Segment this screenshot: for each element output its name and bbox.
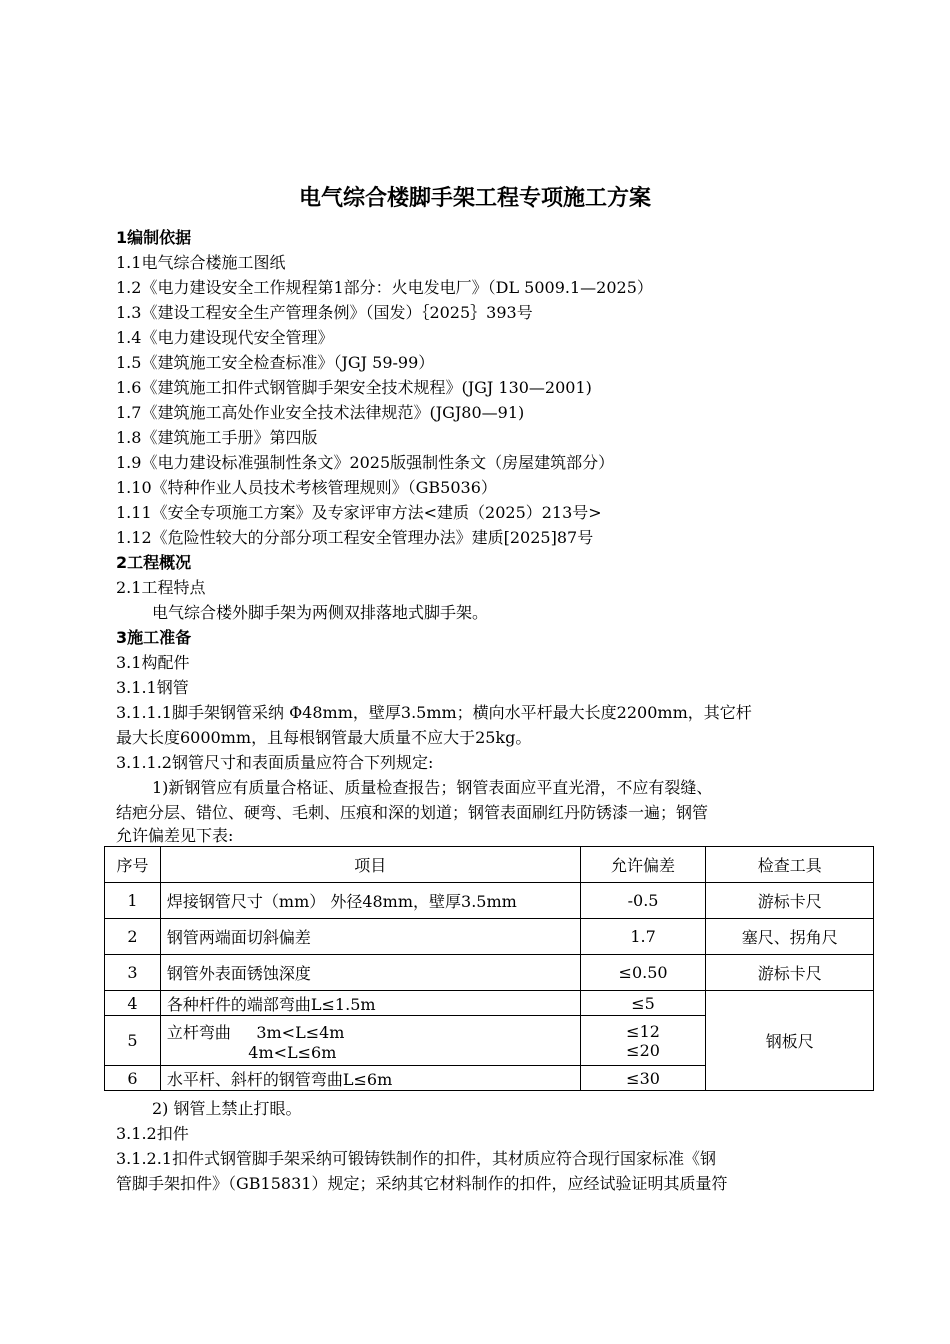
cell-no: 1 — [105, 883, 161, 919]
body-line: 1.12《危险性较大的分部分项工程安全管理办法》建质[2025]87号 — [116, 528, 594, 547]
cell-tolerance: ≤5 — [580, 991, 706, 1016]
cell-tool: 游标卡尺 — [706, 955, 874, 991]
cell-no: 4 — [105, 991, 161, 1016]
cell-no: 6 — [105, 1066, 161, 1091]
cell-tool: 游标卡尺 — [706, 883, 874, 919]
header-item: 项目 — [160, 847, 580, 883]
body-line: 1.5《建筑施工安全检查标准》（JGJ 59-99） — [116, 353, 435, 372]
table-row — [105, 919, 874, 955]
cell-item-line: 立杆弯曲 3m<L≤4m — [166, 1022, 345, 1042]
body-line: 3.1构配件 — [116, 653, 190, 672]
cell-tolerance-line: ≤12 — [626, 1021, 660, 1041]
section-heading-1: 1编制依据 — [116, 228, 192, 247]
body-line: 3.1.1.1脚手架钢管采纳 Φ48mm，壁厚3.5mm；横向水平杆最大长度2200mm，其它杆 — [116, 703, 752, 722]
body-line: 1.7《建筑施工高处作业安全技术法律规范》(JGJ80—91) — [116, 403, 525, 422]
body-line: 3.1.2.1扣件式钢管脚手架采纳可锻铸铁制作的扣件，其材质应符合现行国家标准《钢 — [116, 1149, 716, 1168]
body-line: 3.1.1.2钢管尺寸和表面质量应符合下列规定: — [116, 753, 434, 772]
body-line: 结疤分层、错位、硬弯、毛刺、压痕和深的划道；钢管表面刷红丹防锈漆一遍；钢管 — [116, 803, 709, 822]
table-row — [105, 883, 874, 919]
section-heading-3: 3施工准备 — [116, 628, 192, 647]
body-line: 1.11《安全专项施工方案》及专家评审方法<建质（2025）213号> — [116, 503, 602, 522]
cell-tolerance: -0.5 — [580, 883, 706, 919]
body-line: 1.8《建筑施工手册》第四版 — [116, 428, 318, 447]
cell-item: 各种杆件的端部弯曲L≤1.5m — [160, 991, 580, 1016]
cell-no: 2 — [105, 919, 161, 955]
body-line: 电气综合楼外脚手架为两侧双排落地式脚手架。 — [152, 603, 489, 622]
header-tolerance: 允许偏差 — [580, 847, 706, 883]
body-line: 1)新钢管应有质量合格证、质量检查报告；钢管表面应平直光滑，不应有裂缝、 — [152, 778, 713, 797]
page-title: 电气综合楼脚手架工程专项施工方案 — [298, 186, 651, 211]
cell-tolerance: 1.7 — [580, 919, 706, 955]
body-line: 1.1电气综合楼施工图纸 — [116, 253, 286, 272]
body-line: 1.3《建设工程安全生产管理条例》（国发）｛2025｝393号 — [116, 303, 533, 322]
body-line: 允许偏差见下表: — [116, 826, 234, 845]
cell-tolerance-line: ≤20 — [626, 1040, 660, 1060]
cell-tool: 钢板尺 — [706, 991, 874, 1091]
cell-tolerance: ≤30 — [580, 1066, 706, 1091]
body-line: 最大长度6000mm，且每根钢管最大质量不应大于25kg。 — [116, 728, 532, 747]
body-line: 1.2《电力建设安全工作规程第1部分：火电发电厂》（DL 5009.1—2025） — [116, 278, 653, 297]
header-no: 序号 — [105, 847, 161, 883]
section-heading-2: 2工程概况 — [116, 553, 192, 572]
cell-item: 钢管两端面切斜偏差 — [160, 919, 580, 955]
body-line: 1.10《特种作业人员技术考核管理规则》（GB5036） — [116, 478, 497, 497]
cell-tolerance — [580, 1016, 706, 1066]
cell-item: 水平杆、斜杆的钢管弯曲L≤6m — [160, 1066, 580, 1091]
body-line: 2.1工程特点 — [116, 578, 206, 597]
header-tool: 检查工具 — [706, 847, 874, 883]
body-line: 3.1.1钢管 — [116, 678, 189, 697]
body-line: 1.9《电力建设标准强制性条文》2025版强制性条文（房屋建筑部分） — [116, 453, 615, 472]
cell-item-line: 4m<L≤6m — [166, 1042, 337, 1062]
cell-tolerance: ≤0.50 — [580, 955, 706, 991]
table-row — [105, 955, 874, 991]
cell-tool: 塞尺、拐角尺 — [706, 919, 874, 955]
body-line: 3.1.2扣件 — [116, 1124, 189, 1143]
body-line: 2) 钢管上禁止打眼。 — [152, 1099, 302, 1118]
body-line: 1.6《建筑施工扣件式钢管脚手架安全技术规程》(JGJ 130—2001) — [116, 378, 592, 397]
cell-item — [160, 1016, 580, 1066]
cell-no: 3 — [105, 955, 161, 991]
body-line: 1.4《电力建设现代安全管理》 — [116, 328, 334, 347]
body-line: 管脚手架扣件》（GB15831）规定；采纳其它材料制作的扣件，应经试验证明其质量符 — [116, 1174, 728, 1193]
table-header-row — [105, 847, 874, 883]
cell-item: 焊接钢管尺寸（mm） 外径48mm，壁厚3.5mm — [160, 883, 580, 919]
tolerance-table — [104, 846, 874, 1091]
table-row — [105, 991, 874, 1016]
cell-no: 5 — [105, 1016, 161, 1066]
cell-item: 钢管外表面锈蚀深度 — [160, 955, 580, 991]
